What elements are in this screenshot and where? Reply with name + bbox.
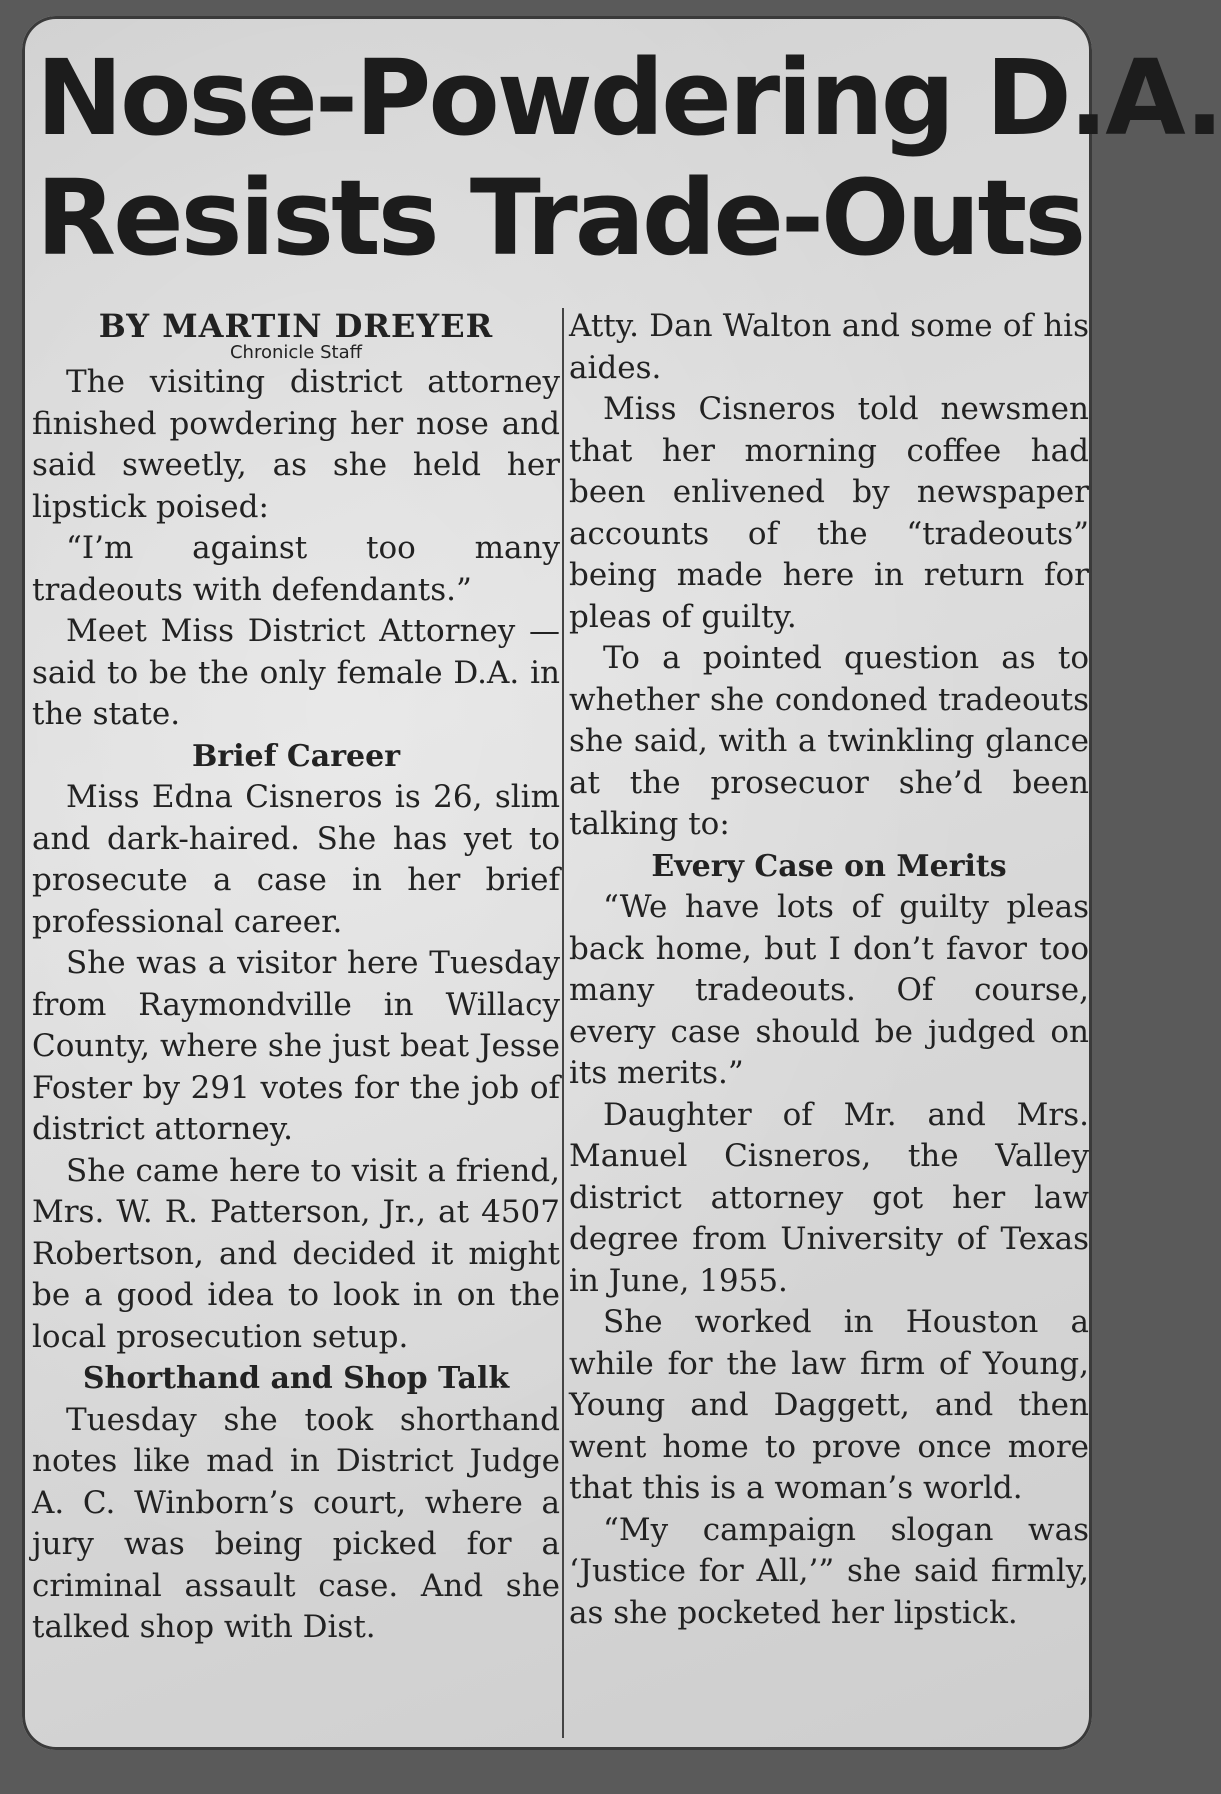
byline-affiliation: Chronicle Staff xyxy=(229,342,362,363)
headline-line-1: Nose-Powdering D.A. xyxy=(36,37,1221,159)
paragraph: “I’m against too many tradeouts with defendants.” xyxy=(32,530,560,608)
subheading-shorthand: Shorthand and Shop Talk xyxy=(82,1361,510,1396)
headline xyxy=(36,37,1221,279)
paragraph: She was a visitor here Tuesday from Raymondville in Willacy County, where she just beat Jesse Foster by 291 votes for the job of district attorney. xyxy=(32,945,560,1147)
paragraph: Miss Cisneros told newsmen that her morning coffee had been enlivened by newspaper accounts of the “tradeouts” being made here in return for pleas of guilty. xyxy=(569,391,1089,635)
paragraph-continued: Atty. Dan Walton and some of his aides. xyxy=(569,308,1089,386)
paragraph: Tuesday she took shorthand notes like mad in District Judge A. C. Winborn’s court, where a jury was being picked for a criminal assault case. And she talked shop with Dist. xyxy=(32,1401,560,1645)
byline: BY MARTIN DREYER xyxy=(98,307,494,345)
subheading-brief-career: Brief Career xyxy=(191,738,401,774)
paragraph: To a pointed question as to whether she condoned tradeouts she said, with a twinkling glance at the prosecuor she’d been talking to: xyxy=(569,640,1089,842)
article-column-left xyxy=(32,306,560,1649)
paragraph: Miss Edna Cisneros is 26, slim and dark-haired. She has yet to prosecute a case in her brief professional career. xyxy=(32,779,560,940)
paragraph: Daughter of Mr. and Mrs. Manuel Cisneros, the Valley district attorney got her law degree from University of Texas in June, 1955. xyxy=(569,1096,1089,1299)
paragraph: “We have lots of guilty pleas back home, but I don’t favor too many tradeouts. Of course, every case should be judged on its merits.” xyxy=(569,889,1089,1091)
headline-line-2: Resists Trade-Outs xyxy=(36,157,1084,279)
paragraph: Meet Miss District Attorney —said to be the only female D.A. in the state. xyxy=(32,613,560,732)
subheading-every-case: Every Case on Merits xyxy=(651,848,1007,884)
paragraph: She worked in Houston a while for the law firm of Young, Young and Daggett, and then went home to prove once more that this is a woman’s world. xyxy=(569,1304,1089,1506)
paragraph: “My campaign slogan was ‘Justice for All,’” she said firmly, as she pocketed her lipstick. xyxy=(569,1511,1089,1631)
newspaper-clipping xyxy=(22,16,1221,1750)
paragraph: She came here to visit a friend, Mrs. W. R. Patterson, Jr., at 4507 Robertson, and decided it might be a good idea to look in on the local prosecution setup. xyxy=(32,1152,560,1355)
column-divider xyxy=(562,308,564,1738)
paragraph: The visiting district attorney finished powdering her nose and said sweetly, as she held her lipstick poised: xyxy=(32,364,560,525)
article-column-right xyxy=(569,306,1089,1634)
